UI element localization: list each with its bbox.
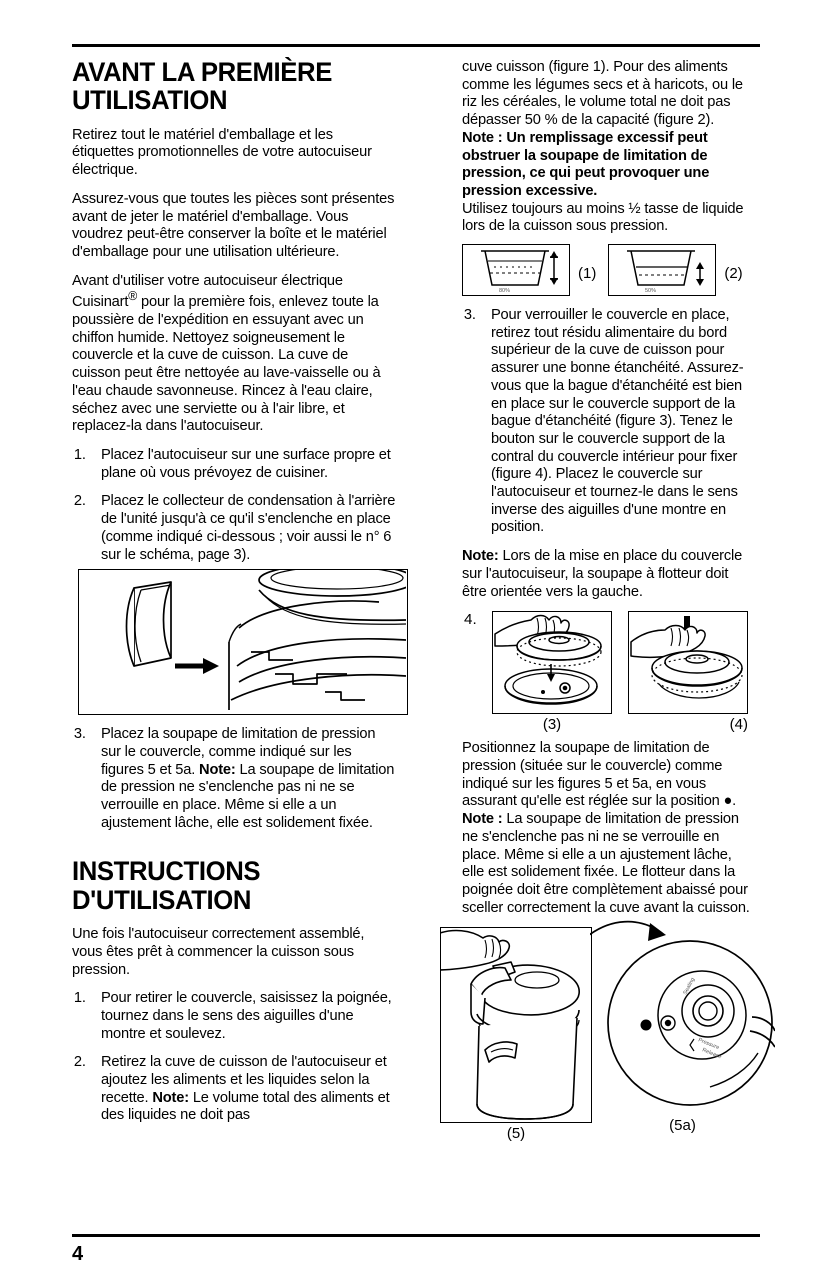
list-item-number: 3. — [73, 725, 86, 743]
fill-level-figure-1 — [462, 244, 570, 296]
list-item-text — [101, 1053, 390, 1123]
paragraph-first-use — [72, 272, 398, 435]
paragraph-assembled-intro: Une fois l'autocuiseur correctement assemblé, vous êtes prêt à commencer la cuisson sous pression. — [72, 925, 365, 978]
paragraph-valve-position — [462, 739, 752, 810]
figure-caption: (5) — [506, 1125, 526, 1143]
valve-position-part1: Positionnez la soupape de limitation de pression (située sur le couvercle) comme indiqué sur les figures 5 et 5a, en vous assurant qu'elle est réglée sur la position — [462, 739, 724, 810]
section-title-instructions: INSTRUCTIONS D'UTILISATION — [72, 856, 261, 915]
registered-mark: ® — [128, 289, 138, 304]
list-item-text — [101, 725, 394, 831]
valve-label-sealing: Sealing — [682, 977, 697, 997]
pressure-valve-detail-figure-5a — [590, 911, 775, 1134]
list-item-number: 2. — [73, 1053, 86, 1071]
note-float-valve-text: Lors de la mise en place du couvercle sur l'autocuiseur, la soupape à flotteur doit être orientée vers la gauche. — [462, 547, 743, 600]
use-steps-list — [72, 989, 410, 1124]
paragraph-min-liquid: Utilisez toujours au moins ½ tasse de liquide lors de la cuisson sous pression. — [462, 199, 744, 235]
condensation-collector-drawing — [79, 570, 406, 713]
step3-text-part1: Placez la soupape de limitation de pression sur le couvercle, comme indiqué sur les figures 5 et 5a. — [100, 725, 376, 778]
fill-level-label-2: 50% — [645, 288, 657, 295]
lid-press-figure-4 — [628, 611, 748, 714]
note-label: Note: — [152, 1088, 189, 1106]
list-item-text: Pour retirer le couvercle, saisissez la poignée, tournez dans le sens des aiguilles d'une montre et soulevez. — [100, 989, 392, 1042]
valve-label-release2: Release — [701, 1047, 723, 1061]
top-rule — [72, 44, 760, 47]
step2b-text-part1: Retirez la cuve de cuisson de l'autocuiseur et ajoutez les aliments et les liquides selon la recette. — [100, 1053, 387, 1106]
prep-steps-list-cont — [72, 725, 410, 831]
figure-caption: (4) — [729, 716, 748, 734]
step3-text-part2: La soupape de limitation de pression ne s'enclenche pas ni ne se verrouille en place. Même si elle a un ajustement lâche, elle est solidement fixée. — [100, 760, 395, 831]
fill-level-label-1: 80% — [499, 288, 511, 295]
note-label: Note: — [462, 547, 499, 565]
paragraph-first-use-before: Avant d'utiliser votre autocuiseur électrique Cuisinart — [72, 271, 343, 311]
fill-level-figure-row — [462, 244, 762, 296]
list-item — [462, 306, 752, 536]
list-item — [72, 446, 398, 481]
fill-level-drawing-1 — [463, 245, 568, 294]
prep-steps-list — [72, 446, 410, 563]
cooker-lid-figure-5 — [440, 927, 592, 1123]
list-item-number: 1. — [73, 446, 86, 463]
lid-gasket-drawing — [493, 612, 610, 712]
right-column — [462, 58, 762, 1142]
fill-level-figure-2 — [608, 244, 716, 296]
figure-caption: (3) — [542, 716, 562, 734]
bottom-figure-block — [440, 927, 762, 1142]
list-item — [72, 725, 398, 831]
list-item-text: Placez le collecteur de condensation à l'arrière de l'unité jusqu'à ce qu'il s'enclenche en place (comme indiqué ci-dessous ; voir aussi le n° 6 sur le schéma, page 3). — [100, 492, 396, 563]
list-item-text: Pour verrouiller le couvercle en place, retirez tout résidu alimentaire du bord supérieur de la cuve de cuisson pour assurer une bonne étanchéité. Assurez-vous que la bague d'étanchéité est bien en place sur le couvercle support de la bague d'étanchéité (figure 3). Tenez le bouton sur le couvercle support de la contral du couvercle intérieur pour fixer (figure 4). Placez le couvercle sur l'autocuiseur et tournez-le dans le sens inverse des aiguilles d'une montre en position. — [490, 306, 744, 536]
figure-caption: (1) — [578, 265, 597, 283]
bottom-rule — [72, 1234, 760, 1237]
lid-press-drawing — [629, 612, 746, 712]
paragraph-overfill-warning: Note : Un remplissage excessif peut obstruer la soupape de limitation de pression, ce qui peut provoquer une pression excessive. — [462, 128, 710, 199]
fill-level-drawing-2 — [609, 245, 714, 294]
step2b-text-part2: Le volume total des aliments et des liquides ne doit pas — [100, 1088, 390, 1124]
paragraph-parts-check: Assurez-vous que toutes les pièces sont présentes avant de jeter le matériel d'emballage. Vous voudrez peut-être conserver la boîte et le matériel d'emballage pour une utilisation ultérieure. — [72, 189, 395, 260]
valve-position-period: . — [732, 792, 737, 810]
page-number: 4 — [72, 1243, 84, 1265]
paragraph-unpack: Retirez tout le matériel d'emballage et les étiquettes promotionnelles de votre autocuiseur électrique. — [72, 125, 372, 179]
lid-figure-3-wrap — [492, 611, 612, 733]
paragraph-first-use-after: pour la première fois, enlevez toute la poussière de l'expédition en essuyant avec un chiffon humide. Nettoyez soigneusement le couvercle et la cuve de cuisson. La cuve de cuisson peut être nettoyée au lave-vaisselle ou à l'eau chaude savonneuse. Rincez à l'eau claire, séchez avec une serviette ou à l'air libre, et replacez-la dans l'autocuiseur. — [72, 293, 381, 435]
note-label: Note : — [462, 810, 507, 828]
paragraph-note-valve — [462, 810, 752, 916]
list-item — [72, 492, 398, 563]
list-item-number: 3. — [463, 306, 476, 324]
figure-caption: (2) — [724, 265, 743, 283]
list-item — [72, 1053, 398, 1124]
lid-steps-list — [462, 306, 762, 536]
list-item-number: 1. — [73, 989, 86, 1007]
step4-block — [462, 611, 762, 733]
list-item-text: Placez l'autocuiseur sur une surface propre et plane où vous prévoyez de cuisiner. — [100, 446, 391, 481]
cooker-lid-drawing — [441, 928, 590, 1121]
page-title: AVANT LA PREMIÈRE UTILISATION — [72, 57, 332, 116]
note-valve-text: La soupape de limitation de pression ne s'enclenche pas ni ne se verrouille en place. Même si elle a un ajustement lâche, elle est solidement fixée. Le flotteur dans la poignée doit être complètement abaissé pour sceller correctement la cuve avant la cuisson. — [462, 810, 750, 916]
valve-label-release: Pressure — [697, 1037, 720, 1052]
list-item — [72, 989, 398, 1042]
lid-gasket-figure-3 — [492, 611, 612, 714]
paragraph-capacity: cuve cuisson (figure 1). Pour des aliments comme les légumes secs et à haricots, ou le riz les céréales, le volume total ne doit pas dépasser 50 % de la capacité (figure 2). — [462, 58, 743, 129]
pressure-valve-drawing — [590, 911, 775, 1121]
paragraph-note-float-valve — [462, 547, 752, 600]
condensation-collector-figure — [78, 569, 408, 715]
position-marker-icon: ● — [723, 792, 733, 810]
note-label: Note: — [199, 760, 236, 778]
lid-figure-4-wrap — [628, 611, 748, 733]
list-item-number: 4. — [464, 611, 477, 629]
figure-caption: (5a) — [669, 1117, 696, 1135]
lid-figure-row — [492, 611, 762, 733]
left-column — [72, 58, 410, 1135]
list-item-number: 2. — [73, 492, 86, 510]
